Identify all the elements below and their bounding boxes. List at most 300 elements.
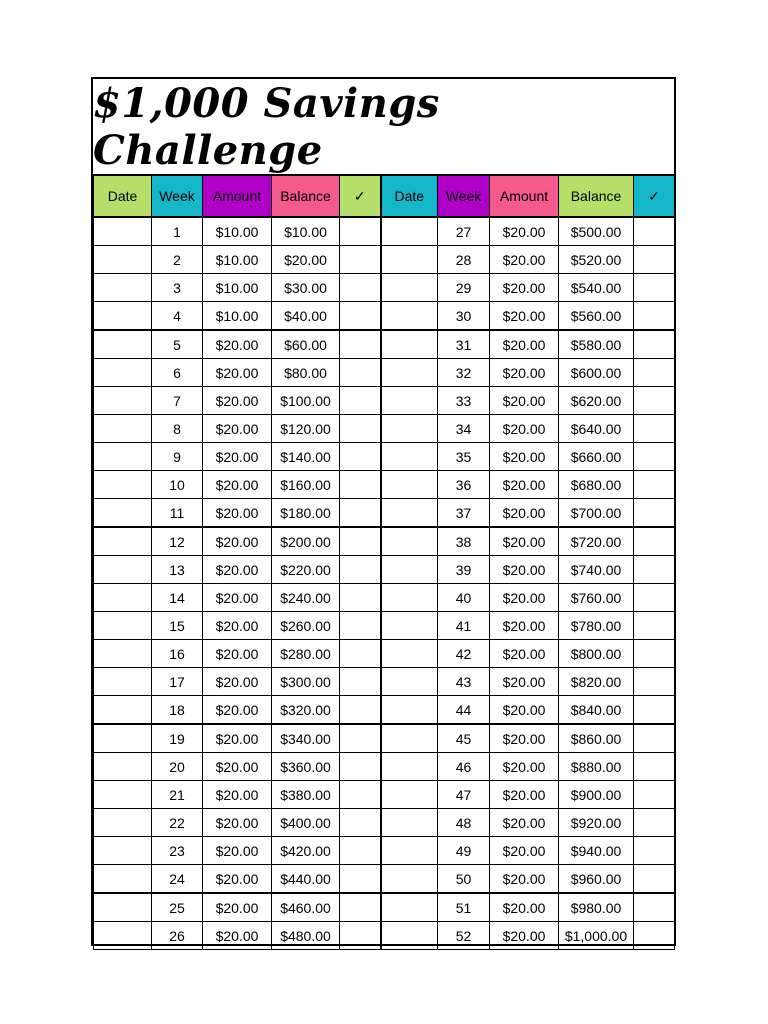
check-cell[interactable]: [340, 217, 381, 246]
amount-cell: $20.00: [490, 443, 559, 471]
week-cell: 18: [152, 696, 203, 725]
date-cell[interactable]: [94, 302, 152, 331]
table-row: [94, 499, 675, 528]
balance-cell: $640.00: [559, 415, 634, 443]
week-cell: 22: [152, 809, 203, 837]
week-cell: 36: [438, 471, 490, 499]
header-week-left: Week: [152, 175, 203, 217]
amount-cell: $20.00: [203, 584, 272, 612]
date-cell[interactable]: [94, 922, 152, 950]
date-cell[interactable]: [94, 556, 152, 584]
date-cell[interactable]: [94, 499, 152, 528]
week-cell: 14: [152, 584, 203, 612]
amount-cell: $20.00: [203, 415, 272, 443]
week-cell: 35: [438, 443, 490, 471]
amount-cell: $20.00: [490, 527, 559, 556]
amount-cell: $20.00: [490, 640, 559, 668]
date-cell[interactable]: [381, 837, 438, 865]
balance-cell: $300.00: [272, 668, 340, 696]
table-row: [94, 527, 675, 556]
balance-cell: $60.00: [272, 330, 340, 359]
table-row: [94, 246, 675, 274]
week-cell: 10: [152, 471, 203, 499]
date-cell[interactable]: [381, 246, 438, 274]
amount-cell: $20.00: [203, 893, 272, 922]
check-cell[interactable]: [634, 893, 675, 922]
check-cell[interactable]: [634, 809, 675, 837]
date-cell[interactable]: [381, 330, 438, 359]
table-row: [94, 556, 675, 584]
week-cell: 52: [438, 922, 490, 950]
week-cell: 4: [152, 302, 203, 331]
table-row: [94, 443, 675, 471]
header-amount-left: Amount: [203, 175, 272, 217]
balance-cell: $900.00: [559, 781, 634, 809]
week-cell: 27: [438, 217, 490, 246]
header-week-right: Week: [438, 175, 490, 217]
balance-cell: $540.00: [559, 274, 634, 302]
check-cell[interactable]: [340, 612, 381, 640]
check-cell[interactable]: [340, 330, 381, 359]
amount-cell: $20.00: [490, 246, 559, 274]
amount-cell: $20.00: [490, 893, 559, 922]
check-cell[interactable]: [634, 922, 675, 950]
balance-cell: $740.00: [559, 556, 634, 584]
week-cell: 19: [152, 724, 203, 753]
amount-cell: $20.00: [490, 922, 559, 950]
amount-cell: $20.00: [490, 471, 559, 499]
week-cell: 11: [152, 499, 203, 528]
header-date-right: Date: [381, 175, 438, 217]
check-cell[interactable]: [634, 865, 675, 894]
table-row: [94, 724, 675, 753]
week-cell: 23: [152, 837, 203, 865]
check-cell[interactable]: [340, 556, 381, 584]
table-row: [94, 302, 675, 331]
balance-cell: $940.00: [559, 837, 634, 865]
check-cell[interactable]: [340, 387, 381, 415]
check-cell[interactable]: [340, 415, 381, 443]
date-cell[interactable]: [94, 443, 152, 471]
week-cell: 17: [152, 668, 203, 696]
week-cell: 44: [438, 696, 490, 725]
header-balance-right: Balance: [559, 175, 634, 217]
amount-cell: $20.00: [203, 753, 272, 781]
balance-cell: $480.00: [272, 922, 340, 950]
check-cell[interactable]: [634, 724, 675, 753]
amount-cell: $20.00: [203, 696, 272, 725]
check-cell[interactable]: [340, 668, 381, 696]
amount-cell: $10.00: [203, 246, 272, 274]
week-cell: 12: [152, 527, 203, 556]
balance-cell: $120.00: [272, 415, 340, 443]
header-check-right: ✓: [634, 175, 675, 217]
table-row: [94, 330, 675, 359]
amount-cell: $20.00: [203, 612, 272, 640]
check-cell[interactable]: [340, 584, 381, 612]
date-cell[interactable]: [381, 527, 438, 556]
check-cell[interactable]: [634, 217, 675, 246]
amount-cell: $20.00: [203, 865, 272, 894]
date-cell[interactable]: [381, 668, 438, 696]
week-cell: 29: [438, 274, 490, 302]
check-cell[interactable]: [634, 781, 675, 809]
table-row: [94, 640, 675, 668]
balance-cell: $360.00: [272, 753, 340, 781]
date-cell[interactable]: [381, 753, 438, 781]
balance-cell: $1,000.00: [559, 922, 634, 950]
amount-cell: $20.00: [490, 809, 559, 837]
date-cell[interactable]: [381, 781, 438, 809]
week-cell: 25: [152, 893, 203, 922]
table-row: [94, 668, 675, 696]
date-cell[interactable]: [381, 387, 438, 415]
balance-cell: $580.00: [559, 330, 634, 359]
balance-cell: $240.00: [272, 584, 340, 612]
date-cell[interactable]: [381, 640, 438, 668]
date-cell[interactable]: [94, 584, 152, 612]
check-cell[interactable]: [340, 753, 381, 781]
table-row: [94, 612, 675, 640]
date-cell[interactable]: [381, 415, 438, 443]
date-cell[interactable]: [381, 584, 438, 612]
amount-cell: $20.00: [490, 415, 559, 443]
table-header-row: [94, 175, 675, 217]
week-cell: 46: [438, 753, 490, 781]
amount-cell: $20.00: [490, 302, 559, 331]
balance-cell: $80.00: [272, 359, 340, 387]
balance-cell: $680.00: [559, 471, 634, 499]
balance-cell: $840.00: [559, 696, 634, 725]
table-row: [94, 893, 675, 922]
check-cell[interactable]: [634, 471, 675, 499]
amount-cell: $20.00: [203, 330, 272, 359]
amount-cell: $20.00: [203, 359, 272, 387]
balance-cell: $700.00: [559, 499, 634, 528]
date-cell[interactable]: [381, 893, 438, 922]
amount-cell: $20.00: [490, 753, 559, 781]
amount-cell: $20.00: [203, 527, 272, 556]
amount-cell: $20.00: [203, 387, 272, 415]
week-cell: 47: [438, 781, 490, 809]
check-cell[interactable]: [634, 837, 675, 865]
amount-cell: $20.00: [203, 668, 272, 696]
check-cell[interactable]: [634, 330, 675, 359]
amount-cell: $20.00: [203, 922, 272, 950]
balance-cell: $460.00: [272, 893, 340, 922]
date-cell[interactable]: [381, 499, 438, 528]
week-cell: 2: [152, 246, 203, 274]
check-cell[interactable]: [340, 922, 381, 950]
week-cell: 28: [438, 246, 490, 274]
date-cell[interactable]: [94, 330, 152, 359]
week-cell: 3: [152, 274, 203, 302]
week-cell: 9: [152, 443, 203, 471]
check-cell[interactable]: [634, 246, 675, 274]
date-cell[interactable]: [381, 302, 438, 331]
savings-table: [93, 174, 675, 950]
date-cell[interactable]: [94, 612, 152, 640]
table-row: [94, 696, 675, 725]
amount-cell: $20.00: [490, 499, 559, 528]
week-cell: 15: [152, 612, 203, 640]
date-cell[interactable]: [94, 865, 152, 894]
week-cell: 43: [438, 668, 490, 696]
check-cell[interactable]: [634, 696, 675, 725]
balance-cell: $20.00: [272, 246, 340, 274]
week-cell: 1: [152, 217, 203, 246]
balance-cell: $340.00: [272, 724, 340, 753]
balance-cell: $10.00: [272, 217, 340, 246]
amount-cell: $10.00: [203, 217, 272, 246]
balance-cell: $600.00: [559, 359, 634, 387]
table-row: [94, 217, 675, 246]
balance-cell: $160.00: [272, 471, 340, 499]
week-cell: 48: [438, 809, 490, 837]
amount-cell: $20.00: [490, 387, 559, 415]
page-title: $1,000 Savings Challenge: [93, 79, 440, 174]
date-cell[interactable]: [94, 471, 152, 499]
check-cell[interactable]: [634, 443, 675, 471]
date-cell[interactable]: [94, 527, 152, 556]
balance-cell: $200.00: [272, 527, 340, 556]
week-cell: 42: [438, 640, 490, 668]
header-balance-left: Balance: [272, 175, 340, 217]
week-cell: 13: [152, 556, 203, 584]
week-cell: 24: [152, 865, 203, 894]
date-cell[interactable]: [94, 387, 152, 415]
date-cell[interactable]: [94, 246, 152, 274]
week-cell: 20: [152, 753, 203, 781]
check-cell[interactable]: [634, 612, 675, 640]
check-cell[interactable]: [634, 274, 675, 302]
date-cell[interactable]: [94, 724, 152, 753]
week-cell: 37: [438, 499, 490, 528]
check-cell[interactable]: [340, 499, 381, 528]
check-cell[interactable]: [340, 837, 381, 865]
week-cell: 33: [438, 387, 490, 415]
date-cell[interactable]: [381, 217, 438, 246]
date-cell[interactable]: [381, 612, 438, 640]
check-cell[interactable]: [634, 387, 675, 415]
balance-cell: $620.00: [559, 387, 634, 415]
check-cell[interactable]: [340, 443, 381, 471]
amount-cell: $20.00: [490, 724, 559, 753]
balance-cell: $100.00: [272, 387, 340, 415]
amount-cell: $20.00: [203, 724, 272, 753]
table-row: [94, 471, 675, 499]
amount-cell: $20.00: [490, 556, 559, 584]
date-cell[interactable]: [381, 809, 438, 837]
header-check-left: ✓: [340, 175, 381, 217]
balance-cell: $820.00: [559, 668, 634, 696]
check-cell[interactable]: [634, 640, 675, 668]
table-row: [94, 415, 675, 443]
amount-cell: $20.00: [203, 556, 272, 584]
week-cell: 49: [438, 837, 490, 865]
header-amount-right: Amount: [490, 175, 559, 217]
date-cell[interactable]: [94, 274, 152, 302]
table-row: [94, 781, 675, 809]
balance-cell: $500.00: [559, 217, 634, 246]
check-cell[interactable]: [340, 865, 381, 894]
check-cell[interactable]: [340, 527, 381, 556]
week-cell: 41: [438, 612, 490, 640]
balance-cell: $280.00: [272, 640, 340, 668]
check-cell[interactable]: [340, 893, 381, 922]
date-cell[interactable]: [381, 724, 438, 753]
week-cell: 16: [152, 640, 203, 668]
balance-cell: $420.00: [272, 837, 340, 865]
balance-cell: $800.00: [559, 640, 634, 668]
amount-cell: $20.00: [203, 443, 272, 471]
check-cell[interactable]: [340, 809, 381, 837]
balance-cell: $180.00: [272, 499, 340, 528]
check-cell[interactable]: [340, 274, 381, 302]
table-row: [94, 359, 675, 387]
table-body: [94, 217, 675, 950]
week-cell: 45: [438, 724, 490, 753]
check-cell[interactable]: [340, 359, 381, 387]
check-cell[interactable]: [634, 584, 675, 612]
header-date-left: Date: [94, 175, 152, 217]
week-cell: 7: [152, 387, 203, 415]
balance-cell: $400.00: [272, 809, 340, 837]
check-cell[interactable]: [634, 556, 675, 584]
amount-cell: $20.00: [490, 584, 559, 612]
date-cell[interactable]: [381, 696, 438, 725]
date-cell[interactable]: [381, 359, 438, 387]
week-cell: 51: [438, 893, 490, 922]
table-row: [94, 809, 675, 837]
amount-cell: $20.00: [490, 668, 559, 696]
week-cell: 21: [152, 781, 203, 809]
week-cell: 32: [438, 359, 490, 387]
balance-cell: $260.00: [272, 612, 340, 640]
date-cell[interactable]: [94, 781, 152, 809]
date-cell[interactable]: [381, 865, 438, 894]
balance-cell: $960.00: [559, 865, 634, 894]
amount-cell: $20.00: [490, 217, 559, 246]
table-row: [94, 922, 675, 950]
date-cell[interactable]: [94, 415, 152, 443]
table-row: [94, 387, 675, 415]
amount-cell: $20.00: [490, 612, 559, 640]
week-cell: 8: [152, 415, 203, 443]
check-cell[interactable]: [634, 359, 675, 387]
check-cell[interactable]: [634, 668, 675, 696]
date-cell[interactable]: [381, 556, 438, 584]
amount-cell: $20.00: [490, 330, 559, 359]
balance-cell: $560.00: [559, 302, 634, 331]
balance-cell: $880.00: [559, 753, 634, 781]
date-cell[interactable]: [381, 443, 438, 471]
balance-cell: $40.00: [272, 302, 340, 331]
check-cell[interactable]: [340, 246, 381, 274]
date-cell[interactable]: [94, 640, 152, 668]
week-cell: 50: [438, 865, 490, 894]
balance-cell: $660.00: [559, 443, 634, 471]
week-cell: 6: [152, 359, 203, 387]
balance-cell: $760.00: [559, 584, 634, 612]
balance-cell: $720.00: [559, 527, 634, 556]
week-cell: 40: [438, 584, 490, 612]
date-cell[interactable]: [94, 837, 152, 865]
check-cell[interactable]: [634, 415, 675, 443]
date-cell[interactable]: [94, 753, 152, 781]
check-cell[interactable]: [634, 527, 675, 556]
balance-cell: $440.00: [272, 865, 340, 894]
week-cell: 39: [438, 556, 490, 584]
amount-cell: $20.00: [490, 359, 559, 387]
check-cell[interactable]: [634, 302, 675, 331]
balance-cell: $860.00: [559, 724, 634, 753]
amount-cell: $20.00: [203, 781, 272, 809]
balance-cell: $30.00: [272, 274, 340, 302]
balance-cell: $520.00: [559, 246, 634, 274]
amount-cell: $20.00: [490, 274, 559, 302]
check-cell[interactable]: [340, 640, 381, 668]
week-cell: 34: [438, 415, 490, 443]
balance-cell: $140.00: [272, 443, 340, 471]
date-cell[interactable]: [94, 809, 152, 837]
date-cell[interactable]: [381, 471, 438, 499]
check-cell[interactable]: [634, 753, 675, 781]
balance-cell: $980.00: [559, 893, 634, 922]
week-cell: 26: [152, 922, 203, 950]
week-cell: 30: [438, 302, 490, 331]
date-cell[interactable]: [94, 893, 152, 922]
amount-cell: $20.00: [203, 837, 272, 865]
amount-cell: $20.00: [203, 471, 272, 499]
amount-cell: $10.00: [203, 302, 272, 331]
savings-sheet: [91, 77, 676, 946]
check-cell[interactable]: [634, 499, 675, 528]
date-cell[interactable]: [94, 359, 152, 387]
amount-cell: $20.00: [203, 809, 272, 837]
date-cell[interactable]: [94, 217, 152, 246]
check-cell[interactable]: [340, 302, 381, 331]
balance-cell: $380.00: [272, 781, 340, 809]
amount-cell: $10.00: [203, 274, 272, 302]
week-cell: 38: [438, 527, 490, 556]
table-row: [94, 584, 675, 612]
amount-cell: $20.00: [490, 781, 559, 809]
amount-cell: $20.00: [490, 696, 559, 725]
date-cell[interactable]: [381, 274, 438, 302]
balance-cell: $920.00: [559, 809, 634, 837]
balance-cell: $220.00: [272, 556, 340, 584]
table-row: [94, 865, 675, 894]
amount-cell: $20.00: [203, 499, 272, 528]
amount-cell: $20.00: [203, 640, 272, 668]
week-cell: 31: [438, 330, 490, 359]
table-row: [94, 274, 675, 302]
check-cell[interactable]: [340, 724, 381, 753]
balance-cell: $780.00: [559, 612, 634, 640]
date-cell[interactable]: [94, 696, 152, 725]
table-row: [94, 753, 675, 781]
table-row: [94, 837, 675, 865]
check-cell[interactable]: [340, 471, 381, 499]
check-cell[interactable]: [340, 696, 381, 725]
date-cell[interactable]: [381, 922, 438, 950]
balance-cell: $320.00: [272, 696, 340, 725]
amount-cell: $20.00: [490, 837, 559, 865]
week-cell: 5: [152, 330, 203, 359]
date-cell[interactable]: [94, 668, 152, 696]
check-cell[interactable]: [340, 781, 381, 809]
